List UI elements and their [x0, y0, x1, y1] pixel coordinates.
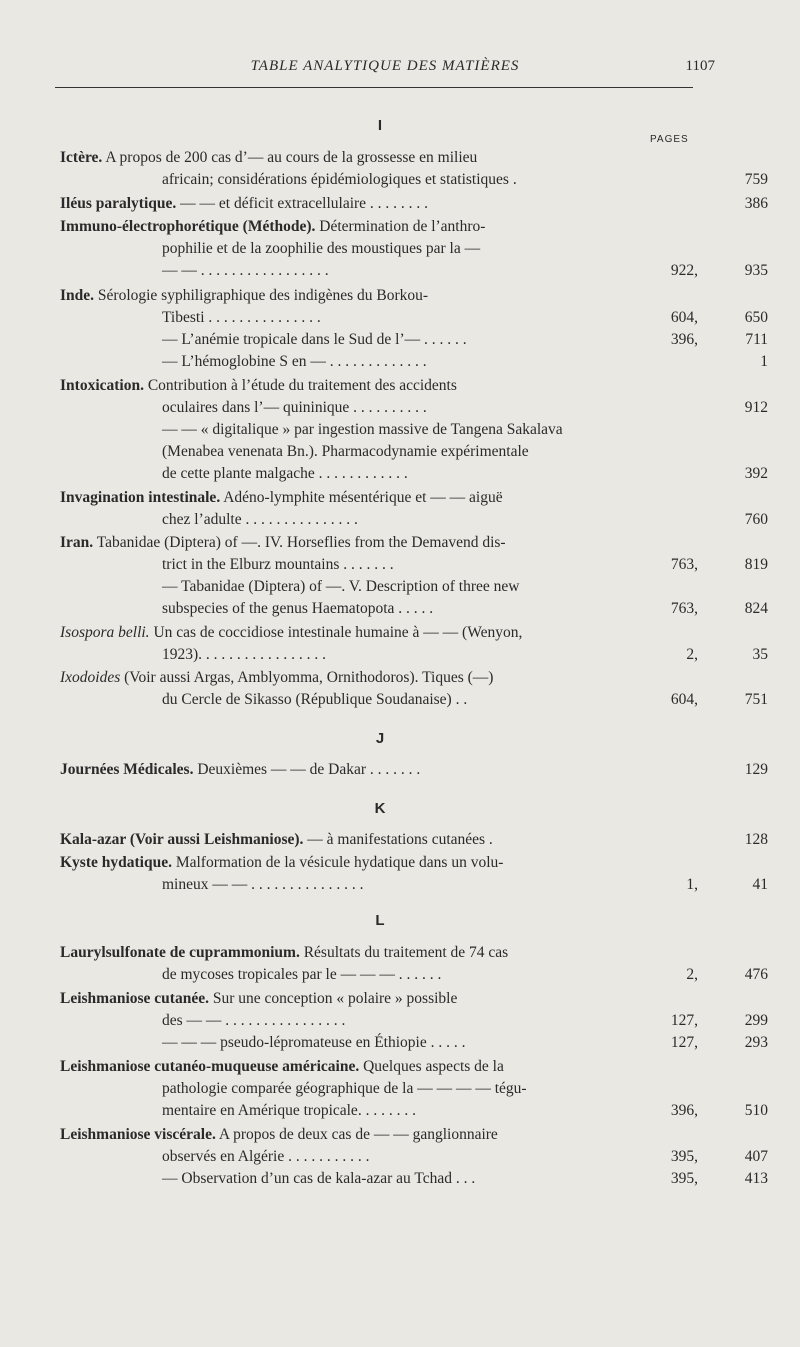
- page-ref-secondary: 127,: [670, 1034, 698, 1051]
- index-entry-inde: [60, 285, 790, 373]
- entry-line: [60, 351, 790, 373]
- entry-line: [60, 193, 790, 215]
- entry-line: [60, 964, 790, 986]
- entry-line: [60, 576, 790, 598]
- index-entry-iran: [60, 532, 790, 620]
- entry-headword: Isospora belli.: [60, 624, 150, 641]
- entry-text: — Observation d’un cas de kala-azar au Tchad . . .: [162, 1170, 476, 1187]
- entry-line: [60, 397, 790, 419]
- entry-text: Détermination de l’anthro-: [315, 218, 486, 235]
- entry-line: [60, 532, 790, 554]
- entry-headword: Iran.: [60, 534, 94, 551]
- entry-line: [60, 419, 790, 441]
- entry-line: [60, 759, 790, 781]
- entry-line: [60, 942, 790, 964]
- entry-text: oculaires dans l’— quininique . . . . . . . . . .: [162, 399, 427, 416]
- entry-line: [60, 1010, 790, 1032]
- entry-text: pathologie comparée géographique de la — — — — tégu-: [162, 1080, 527, 1097]
- entry-text: chez l’adulte . . . . . . . . . . . . . . .: [162, 511, 358, 528]
- entry-line: [60, 260, 790, 282]
- section-letter-l: L: [375, 912, 385, 929]
- page-ref: 650: [744, 309, 768, 326]
- index-entry-isospora: [60, 622, 790, 666]
- entry-text: Adéno-lymphite mésentérique et — — aiguë: [220, 489, 503, 506]
- entry-line: [60, 689, 790, 711]
- page-ref-secondary: 763,: [670, 600, 698, 617]
- index-entry-ileus: [60, 193, 790, 215]
- entry-line: [60, 169, 790, 191]
- entry-line: [60, 216, 790, 238]
- entry-text: — — . . . . . . . . . . . . . . . . .: [162, 262, 329, 279]
- entry-text: Tibesti . . . . . . . . . . . . . . .: [162, 309, 321, 326]
- entry-text: Contribution à l’étude du traitement des accidents: [143, 377, 457, 394]
- entry-line: [60, 1168, 790, 1190]
- entry-line: [60, 238, 790, 260]
- entry-line: [60, 1056, 790, 1078]
- page-ref: 299: [744, 1012, 768, 1029]
- entry-text: 1923). . . . . . . . . . . . . . . . .: [162, 646, 327, 663]
- entry-headword: Leishmaniose viscérale.: [60, 1126, 216, 1143]
- entry-line: [60, 487, 790, 509]
- entry-text: — à manifestations cutanées .: [303, 831, 493, 848]
- entry-line: [60, 375, 790, 397]
- entry-headword: Invagination intestinale.: [60, 489, 221, 506]
- entry-line: [60, 554, 790, 576]
- entry-line: [60, 147, 790, 169]
- entry-line: [60, 598, 790, 620]
- index-entry-kyste: [60, 852, 790, 896]
- index-entry-leish-visc: [60, 1124, 790, 1190]
- page-ref-secondary: 922,: [670, 262, 698, 279]
- page-ref-secondary: 604,: [670, 309, 698, 326]
- page-ref: 293: [744, 1034, 768, 1051]
- page-ref: 751: [744, 691, 768, 708]
- entry-headword: Immuno-électrophorétique (Méthode).: [60, 218, 316, 235]
- page-ref: 819: [744, 556, 768, 573]
- entry-line: [60, 644, 790, 666]
- page-ref-secondary: 396,: [670, 331, 698, 348]
- header-rule: [55, 87, 693, 88]
- page-ref: 128: [744, 831, 768, 848]
- entry-text: subspecies of the genus Haematopota . . . . .: [162, 600, 434, 617]
- page-ref-secondary: 604,: [670, 691, 698, 708]
- entry-text: Un cas de coccidiose intestinale humaine à — — (Wenyon,: [149, 624, 523, 641]
- entry-text: de cette plante malgache . . . . . . . . . . . .: [162, 465, 408, 482]
- page-ref-secondary: 396,: [670, 1102, 698, 1119]
- entry-text: de mycoses tropicales par le — — — . . . . . .: [162, 966, 442, 983]
- entry-headword: Ixodoides: [60, 669, 121, 686]
- index-entry-ictere: [60, 147, 790, 191]
- page-ref: 760: [744, 511, 768, 528]
- index-entry-kala: [60, 829, 790, 851]
- entry-line: [60, 441, 790, 463]
- section-letter-k: K: [374, 800, 386, 817]
- page-ref: 41: [752, 876, 768, 893]
- entry-headword: Iléus paralytique.: [60, 195, 177, 212]
- entry-text: (Menabea venenata Bn.). Pharmacodynamie expérimentale: [162, 443, 529, 460]
- entry-line: [60, 874, 790, 896]
- page-ref-secondary: 2,: [686, 966, 698, 983]
- entry-text: Deuxièmes — — de Dakar . . . . . . .: [193, 761, 421, 778]
- entry-text: Quelques aspects de la: [359, 1058, 504, 1075]
- page-ref: 824: [744, 600, 768, 617]
- entry-text: — L’hémoglobine S en — . . . . . . . . . . . . .: [162, 353, 427, 370]
- page-ref-secondary: 395,: [670, 1148, 698, 1165]
- page-ref: 935: [744, 262, 768, 279]
- page-ref: 413: [744, 1170, 768, 1187]
- page-ref-secondary: 127,: [670, 1012, 698, 1029]
- page-ref-secondary: 763,: [670, 556, 698, 573]
- section-letter-j: J: [375, 730, 385, 747]
- entry-headword: Inde.: [60, 287, 95, 304]
- entry-text: — — et déficit extracellulaire . . . . . . . .: [176, 195, 429, 212]
- entry-text: pophilie et de la zoophilie des moustiques par la —: [162, 240, 481, 257]
- entry-text: A propos de 200 cas d’— au cours de la grossesse en milieu: [102, 149, 478, 166]
- entry-headword: Leishmaniose cutanée.: [60, 990, 209, 1007]
- page-ref: 129: [744, 761, 768, 778]
- entry-text: trict in the Elburz mountains . . . . . . .: [162, 556, 394, 573]
- page-ref-secondary: 1,: [686, 876, 698, 893]
- page-ref: 407: [744, 1148, 768, 1165]
- entry-text: Malformation de la vésicule hydatique dans un volu-: [171, 854, 504, 871]
- entry-headword: Kala-azar (Voir aussi Leishmaniose).: [60, 831, 304, 848]
- index-entry-lauryl: [60, 942, 790, 986]
- entry-headword: Ictère.: [60, 149, 103, 166]
- entry-text: — L’anémie tropicale dans le Sud de l’— . . . . . .: [162, 331, 467, 348]
- entry-headword: Journées Médicales.: [60, 761, 194, 778]
- entry-headword: Leishmaniose cutanéo-muqueuse américaine.: [60, 1058, 360, 1075]
- page-ref: 759: [744, 171, 768, 188]
- page-ref-secondary: 395,: [670, 1170, 698, 1187]
- section-letter-i: I: [377, 117, 383, 134]
- entry-line: [60, 329, 790, 351]
- entry-text: mineux — — . . . . . . . . . . . . . . .: [162, 876, 364, 893]
- entry-text: — Tabanidae (Diptera) of —. V. Description of three new: [162, 578, 520, 595]
- page-ref: 711: [745, 331, 768, 348]
- entry-line: [60, 852, 790, 874]
- page-number: 1107: [685, 58, 715, 74]
- entry-headword: Laurylsulfonate de cuprammonium.: [60, 944, 300, 961]
- entry-line: [60, 667, 790, 689]
- index-entry-intox: [60, 375, 790, 485]
- entry-line: [60, 1100, 790, 1122]
- entry-text: (Voir aussi Argas, Amblyomma, Ornithodoros). Tiques (—): [120, 669, 494, 686]
- entry-headword: Kyste hydatique.: [60, 854, 172, 871]
- entry-line: [60, 1124, 790, 1146]
- entry-text: du Cercle de Sikasso (République Soudanaise) . .: [162, 691, 468, 708]
- page-ref: 392: [744, 465, 768, 482]
- entry-text: Tabanidae (Diptera) of —. IV. Horseflies from the Demavend dis-: [93, 534, 506, 551]
- entry-line: [60, 285, 790, 307]
- page-ref: 386: [744, 195, 768, 212]
- entry-text: A propos de deux cas de — — ganglionnaire: [215, 1126, 498, 1143]
- pages-column-label: PAGES: [650, 134, 689, 145]
- entry-line: [60, 509, 790, 531]
- index-entry-immuno: [60, 216, 790, 282]
- index-entry-journees: [60, 759, 790, 781]
- page-ref: 35: [752, 646, 768, 663]
- page-ref: 1: [760, 353, 768, 370]
- entry-text: — — « digitalique » par ingestion massive de Tangena Sakalava: [162, 421, 563, 438]
- index-entry-leish-muq: [60, 1056, 790, 1122]
- entry-line: [60, 622, 790, 644]
- entry-line: [60, 463, 790, 485]
- page-ref: 476: [744, 966, 768, 983]
- index-entry-invag: [60, 487, 790, 531]
- entry-text: Sur une conception « polaire » possible: [208, 990, 458, 1007]
- entry-text: Résultats du traitement de 74 cas: [299, 944, 509, 961]
- running-head: [55, 58, 715, 82]
- entry-line: [60, 1078, 790, 1100]
- entry-text: mentaire en Amérique tropicale. . . . . . . .: [162, 1102, 416, 1119]
- page-ref-secondary: 2,: [686, 646, 698, 663]
- entry-text: observés en Algérie . . . . . . . . . . .: [162, 1148, 370, 1165]
- entry-line: [60, 307, 790, 329]
- entry-text: des — — . . . . . . . . . . . . . . . .: [162, 1012, 346, 1029]
- entry-line: [60, 1032, 790, 1054]
- running-title: TABLE ANALYTIQUE DES MATIÈRES: [250, 58, 520, 74]
- entry-line: [60, 1146, 790, 1168]
- page-ref: 510: [744, 1102, 768, 1119]
- entry-line: [60, 988, 790, 1010]
- entry-headword: Intoxication.: [60, 377, 144, 394]
- entry-text: africain; considérations épidémiologiques et statistiques .: [162, 171, 517, 188]
- entry-text: Sérologie syphiligraphique des indigènes du Borkou-: [94, 287, 429, 304]
- entry-line: [60, 829, 790, 851]
- index-entry-leish-cut: [60, 988, 790, 1054]
- entry-text: — — — pseudo-lépromateuse en Éthiopie . . . . .: [162, 1034, 466, 1051]
- index-entry-ixodoides: [60, 667, 790, 711]
- page-ref: 912: [744, 399, 768, 416]
